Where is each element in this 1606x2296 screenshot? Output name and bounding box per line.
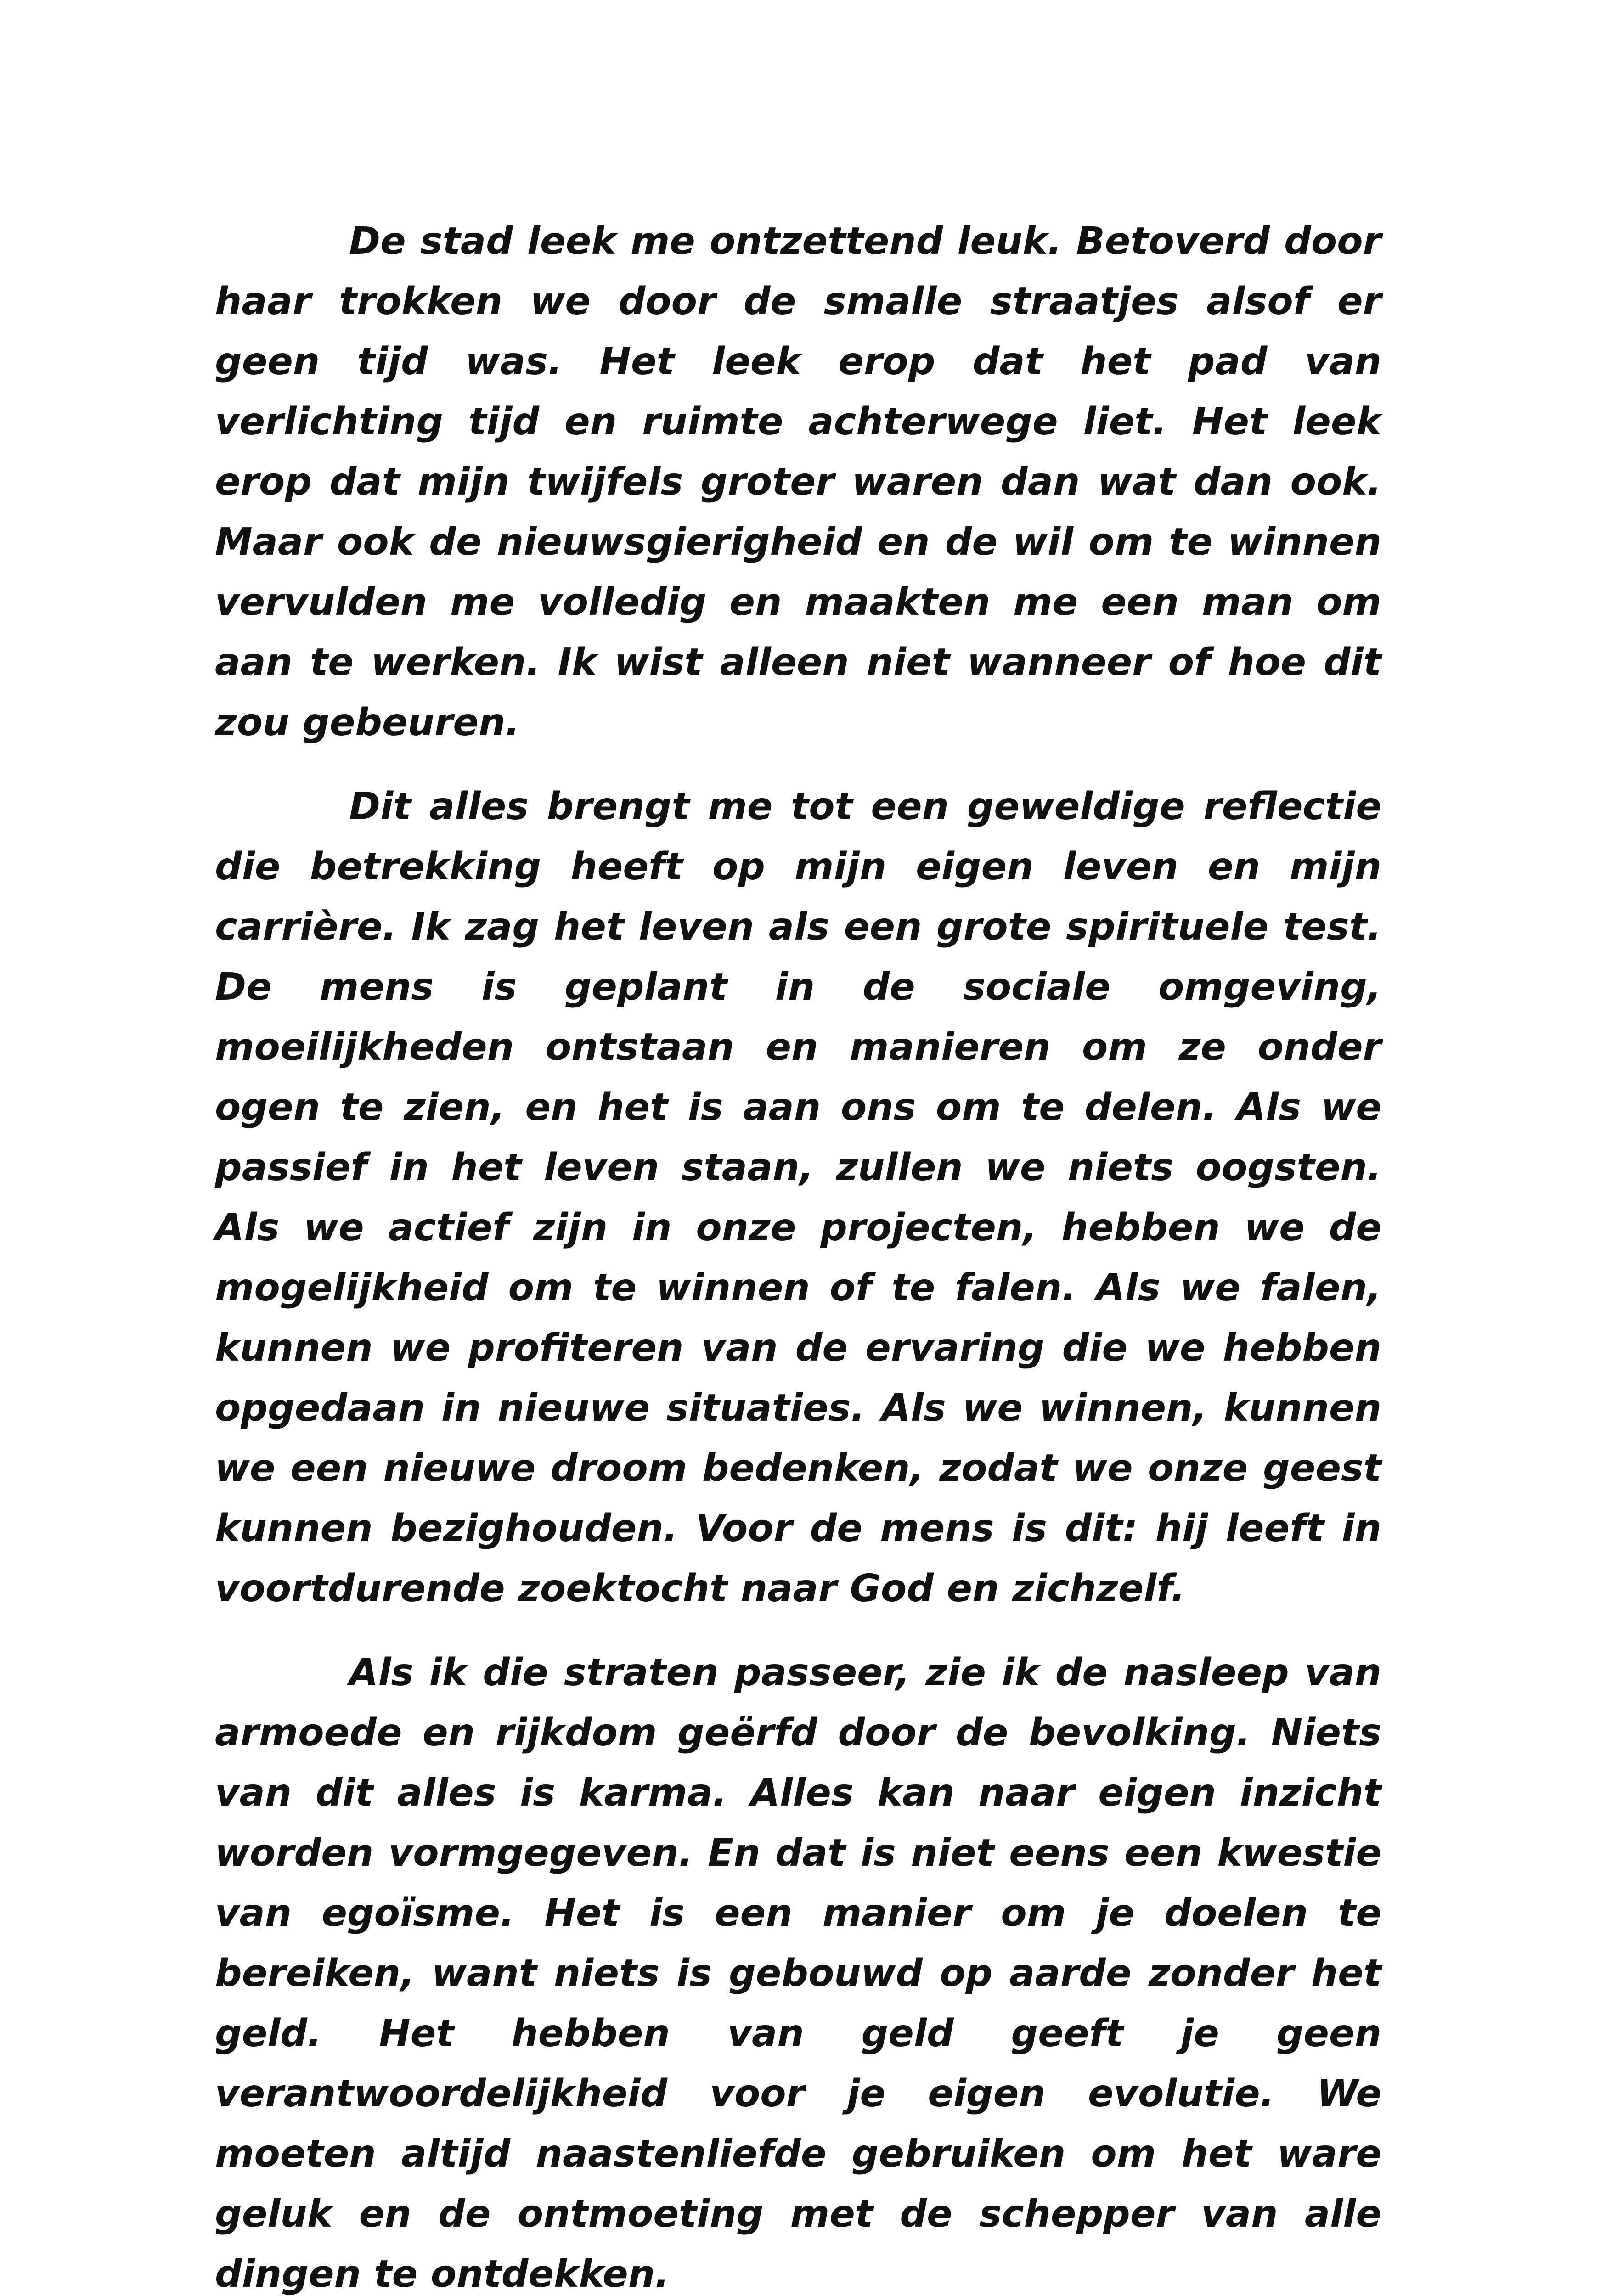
paragraph: Dit alles brengt me tot een geweldige reflectie die betrekking heeft op mijn eigen leven en mijn carrière. Ik zag het leven als een grote spirituele test. De mens is geplant in de sociale omgeving, moeilijkheden ontstaan en manieren om ze onder ogen te zien, en het is aan ons om te delen. Als we passief in het leven staan, zullen we niets oogsten. Als we actief zijn in onze projecten, hebben we de mogelijkheid om te winnen of te falen. Als we falen, kunnen we profiteren van de ervaring die we hebben opgedaan in nieuwe situaties. Als we winnen, kunnen we een nieuwe droom bedenken, zodat we onze geest kunnen bezighouden. Voor de mens is dit: hij leeft in voortdurende zoektocht naar God en zichzelf. bbox=[215, 785, 1381, 1610]
body-text bbox=[215, 211, 1381, 2296]
paragraph: Als ik die straten passeer, zie ik de nasleep van armoede en rijkdom geërfd door de bevolking. Niets van dit alles is karma. Alles kan naar eigen inzicht worden vormgegeven. En dat is niet eens een kwestie van egoïsme. Het is een manier om je doelen te bereiken, want niets is gebouwd op aarde zonder het geld. Het hebben van geld geeft je geen verantwoordelijkheid voor je eigen evolutie. We moeten altijd naastenliefde gebruiken om het ware geluk en de ontmoeting met de schepper van alle dingen te ontdekken. bbox=[215, 1651, 1381, 2296]
paragraph: De stad leek me ontzettend leuk. Betoverd door haar trokken we door de smalle straatjes alsof er geen tijd was. Het leek erop dat het pad van verlichting tijd en ruimte achterwege liet. Het leek erop dat mijn twijfels groter waren dan wat dan ook. Maar ook de nieuwsgierigheid en de wil om te winnen vervulden me volledig en maakten me een man om aan te werken. Ik wist alleen niet wanneer of hoe dit zou gebeuren. bbox=[215, 219, 1381, 744]
